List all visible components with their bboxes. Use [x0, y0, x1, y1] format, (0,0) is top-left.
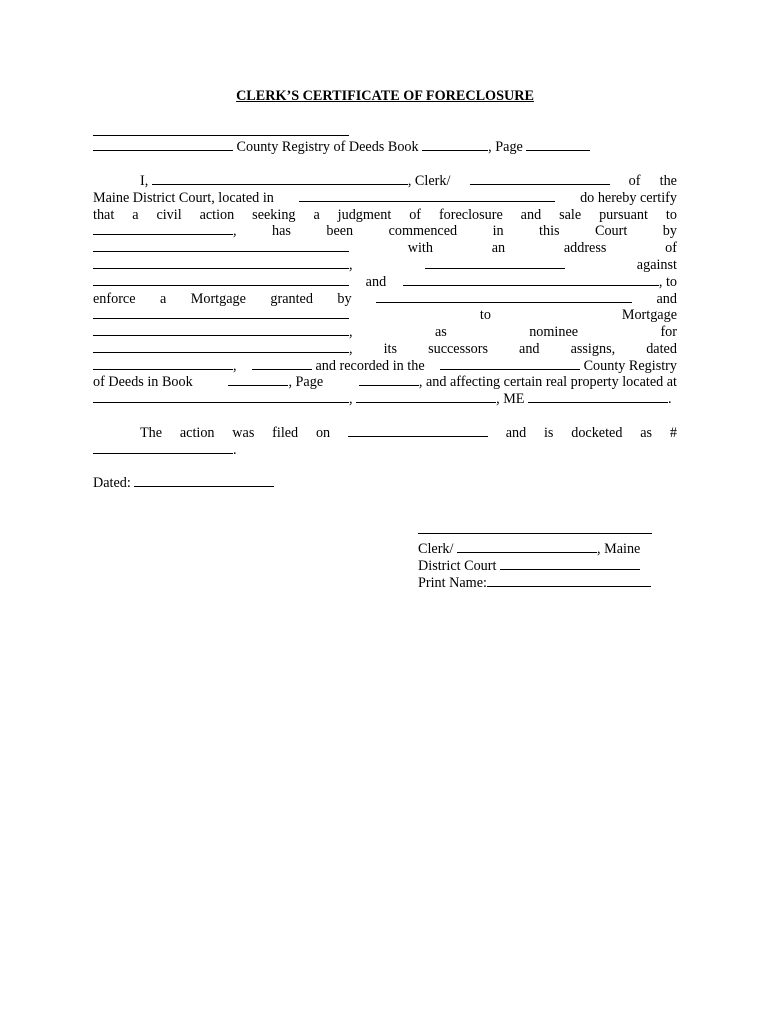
word: been: [326, 223, 354, 239]
word: #: [669, 425, 677, 441]
text: County Registry: [583, 358, 677, 374]
word: for: [660, 324, 677, 340]
word: Mortgage: [190, 291, 246, 307]
text: Clerk/: [418, 541, 454, 557]
text: ,: [349, 391, 353, 407]
text: and: [656, 291, 677, 307]
word: sale: [559, 207, 582, 223]
word: The: [140, 425, 163, 441]
word: foreclosure: [438, 207, 503, 223]
word: by: [662, 223, 677, 239]
blank[interactable]: [526, 149, 590, 151]
blank[interactable]: [93, 351, 349, 353]
text: Maine District Court, located in: [93, 190, 274, 206]
header-blank-line: [93, 118, 677, 135]
word: has: [271, 223, 291, 239]
filed-line: [93, 425, 677, 442]
text: District Court: [418, 558, 497, 574]
blank[interactable]: [228, 384, 288, 386]
word: of: [409, 207, 422, 223]
word: Court: [594, 223, 628, 239]
text: , to: [658, 274, 677, 290]
word: an: [491, 240, 506, 256]
document-title: CLERK’S CERTIFICATE OF FORECLOSURE: [236, 88, 534, 104]
word: to: [665, 207, 677, 223]
signature-blank[interactable]: [418, 532, 652, 534]
text: and: [365, 274, 387, 290]
blank[interactable]: [359, 384, 419, 386]
docket-number-blank[interactable]: [93, 452, 233, 454]
word: pursuant: [599, 207, 648, 223]
body-line-12: [93, 358, 677, 375]
body-line-9: [93, 307, 677, 324]
word: a: [159, 291, 167, 307]
word: and: [520, 207, 542, 223]
body-line-2: [93, 190, 677, 207]
docket-number-line: [93, 442, 237, 459]
dated-label: Dated:: [93, 475, 131, 491]
signature-court-line: [418, 558, 640, 575]
blank[interactable]: [152, 183, 408, 185]
blank[interactable]: [93, 284, 349, 286]
signature-print-name-line: [418, 575, 651, 592]
word: and: [505, 425, 527, 441]
word: civil: [156, 207, 182, 223]
text: ,: [233, 223, 237, 239]
text: , and affecting certain real property located at: [418, 374, 677, 390]
word: and: [519, 341, 540, 357]
blank[interactable]: [500, 568, 640, 570]
text: and recorded in the: [315, 358, 425, 374]
text: , Page: [288, 374, 324, 390]
body-line-11: [93, 341, 677, 358]
blank[interactable]: [252, 368, 312, 370]
blank[interactable]: [528, 401, 668, 403]
word: in: [492, 223, 504, 239]
word: dated: [646, 341, 677, 357]
text: of Deeds in Book: [93, 374, 193, 390]
blank[interactable]: [470, 183, 610, 185]
blank[interactable]: [93, 267, 349, 269]
body-line-7: [93, 274, 677, 291]
page-label: , Page: [488, 139, 523, 155]
body-line-4: [93, 223, 677, 240]
text: .: [668, 391, 672, 407]
text: , Maine: [597, 541, 641, 557]
signature-clerk-line: [418, 541, 640, 558]
word: nominee: [529, 324, 579, 340]
word: that: [93, 207, 115, 223]
word: was: [232, 425, 255, 441]
blank[interactable]: [93, 149, 233, 151]
body-line-14: [93, 391, 677, 408]
print-name-blank[interactable]: [487, 585, 651, 587]
word: filed: [272, 425, 299, 441]
word: as: [434, 324, 447, 340]
text: Mortgage: [621, 307, 677, 323]
blank[interactable]: [93, 334, 349, 336]
word: by: [337, 291, 352, 307]
text: the: [659, 173, 677, 189]
blank[interactable]: [356, 401, 496, 403]
word: action: [199, 207, 235, 223]
blank[interactable]: [403, 284, 659, 286]
blank[interactable]: [440, 368, 580, 370]
body-line-5: [93, 240, 677, 257]
word: assigns,: [570, 341, 616, 357]
body-line-6: [93, 257, 677, 274]
text: .: [233, 442, 237, 458]
blank[interactable]: [93, 134, 349, 136]
date-blank[interactable]: [134, 485, 274, 487]
body-line-1: [93, 173, 677, 190]
body-line-8: [93, 291, 677, 308]
word: a: [132, 207, 139, 223]
word: successors: [428, 341, 488, 357]
text: ,: [349, 341, 353, 357]
blank[interactable]: [93, 401, 349, 403]
text: , Clerk/: [407, 173, 451, 189]
word: this: [539, 223, 560, 239]
blank[interactable]: [93, 368, 233, 370]
body-line-10: [93, 324, 677, 341]
text: ,: [233, 358, 237, 374]
word: as: [640, 425, 653, 441]
blank[interactable]: [299, 200, 555, 202]
text: of: [628, 173, 641, 189]
blank[interactable]: [93, 233, 233, 235]
text: ,: [349, 257, 353, 273]
text: ,: [349, 324, 353, 340]
print-name-label: Print Name:: [418, 575, 487, 591]
blank[interactable]: [425, 267, 565, 269]
word: a: [313, 207, 320, 223]
word: seeking: [252, 207, 296, 223]
registry-line: [93, 139, 677, 156]
word: docketed: [571, 425, 623, 441]
word: address: [563, 240, 607, 256]
word: with: [407, 240, 433, 256]
signature-line: [418, 522, 652, 539]
word: action: [179, 425, 215, 441]
text: to: [479, 307, 491, 323]
word: commenced: [388, 223, 458, 239]
word: its: [383, 341, 398, 357]
blank[interactable]: [348, 435, 488, 437]
word: is: [543, 425, 554, 441]
word: judgment: [337, 207, 392, 223]
body-line-3: [93, 207, 677, 224]
text: against: [636, 257, 677, 273]
blank[interactable]: [422, 149, 488, 151]
blank[interactable]: [93, 250, 349, 252]
blank[interactable]: [376, 301, 632, 303]
text: I,: [140, 173, 149, 189]
body-line-13: [93, 374, 677, 391]
blank[interactable]: [457, 551, 597, 553]
text: , ME: [496, 391, 525, 407]
dated-line: [93, 475, 274, 492]
word: of: [665, 240, 677, 256]
text: do hereby certify: [580, 190, 677, 206]
word: on: [315, 425, 331, 441]
registry-label: County Registry of Deeds Book: [236, 139, 419, 155]
word: granted: [270, 291, 313, 307]
word: enforce: [93, 291, 136, 307]
blank[interactable]: [93, 317, 349, 319]
